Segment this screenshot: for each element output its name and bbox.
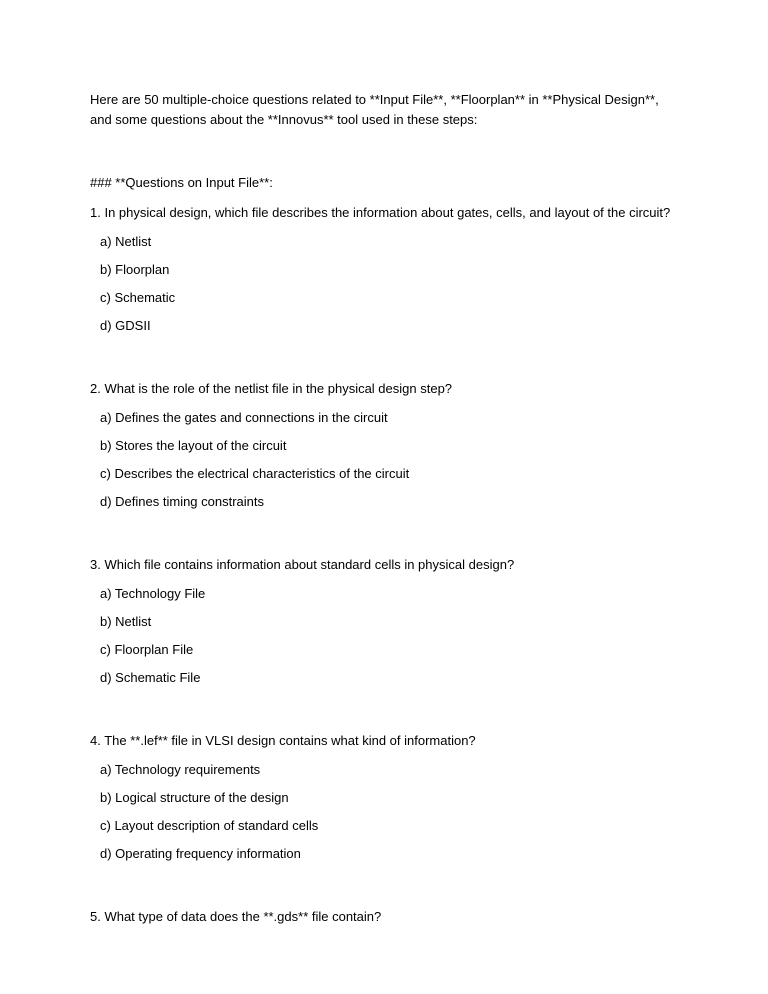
option-b: b) Logical structure of the design — [100, 790, 289, 805]
option-d: d) Defines timing constraints — [100, 494, 265, 509]
option-a: a) Netlist — [100, 234, 152, 249]
intro-paragraph — [90, 80, 690, 130]
option-c: c) Layout description of standard cells — [100, 818, 319, 833]
option-b: b) Floorplan — [100, 262, 170, 277]
intro-line-1: Here are 50 multiple-choice questions related to **Input File**, **Floorplan** in **Physical Design**, — [90, 92, 659, 107]
question-block-3 — [90, 555, 690, 688]
option-a: a) Technology requirements — [100, 762, 261, 777]
question-block-2 — [90, 379, 690, 512]
question-block-1 — [90, 203, 690, 336]
section-heading: ### **Questions on Input File**: — [90, 175, 273, 190]
intro-line-2: and some questions about the **Innovus** tool used in these steps: — [90, 112, 478, 127]
question-text: 2. What is the role of the netlist file in the physical design step? — [90, 381, 453, 396]
option-a: a) Technology File — [100, 586, 206, 601]
option-b: b) Netlist — [100, 614, 152, 629]
option-c: c) Schematic — [100, 290, 176, 305]
question-block-5 — [90, 907, 690, 927]
question-text: 4. The **.lef** file in VLSI design contains what kind of information? — [90, 733, 476, 748]
option-d: d) Operating frequency information — [100, 846, 301, 861]
option-a: a) Defines the gates and connections in the circuit — [100, 410, 388, 425]
question-text: 1. In physical design, which file describes the information about gates, cells, and layout of the circuit? — [90, 205, 671, 220]
option-c: c) Floorplan File — [100, 642, 194, 657]
question-block-4 — [90, 731, 690, 864]
option-b: b) Stores the layout of the circuit — [100, 438, 287, 453]
option-d: d) Schematic File — [100, 670, 201, 685]
question-text: 5. What type of data does the **.gds** file contain? — [90, 909, 382, 924]
option-d: d) GDSII — [100, 318, 151, 333]
question-text: 3. Which file contains information about standard cells in physical design? — [90, 557, 515, 572]
document-page — [90, 80, 690, 936]
option-c: c) Describes the electrical characteristics of the circuit — [100, 466, 410, 481]
